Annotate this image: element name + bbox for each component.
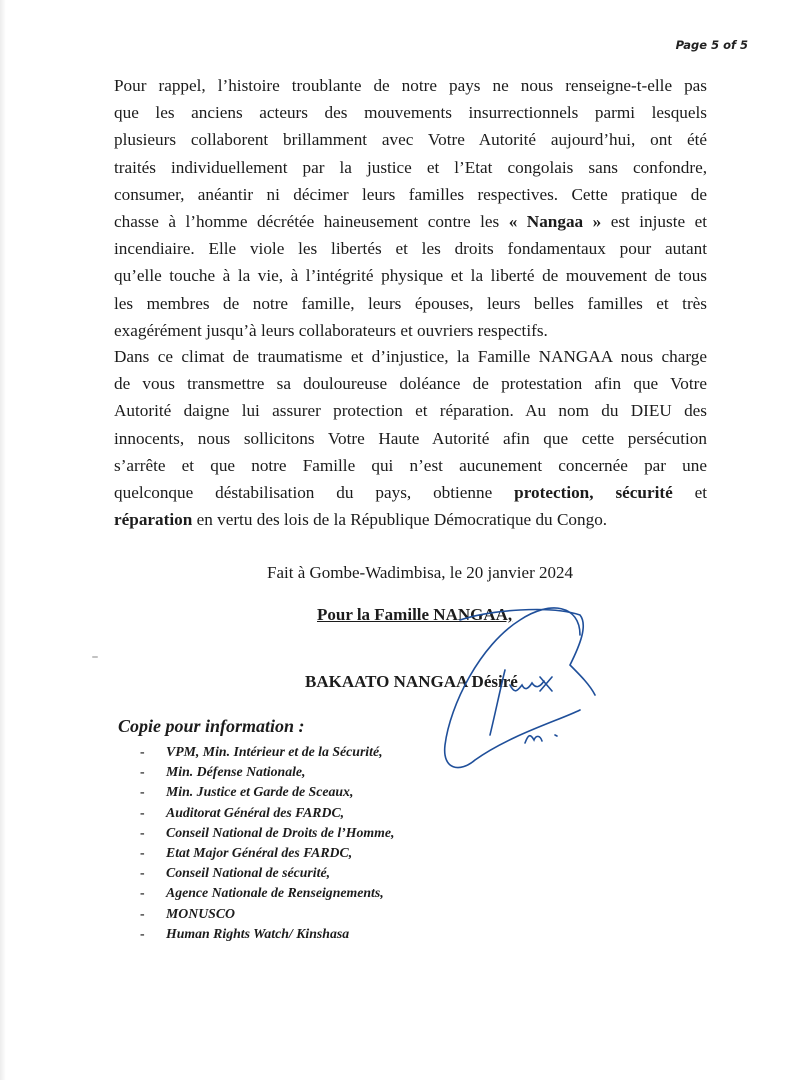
text-run: plusieurs collaborent brillamment avec Votre Autorité aujourd’hui, ont été [114,130,707,150]
copy-recipient-label: MONUSCO [166,905,235,921]
bullet-dash: - [140,764,145,780]
copies-heading: Copie pour information : [118,716,305,736]
text-run: est injuste et [601,211,707,231]
place-and-date: Fait à Gombe-Wadimbisa, le 20 janvier 2024 [267,563,573,582]
signature-tail-stroke [525,735,557,743]
text-run: consumer, anéantir ni décimer leurs familles respectives. Cette pratique de [114,184,707,204]
copy-recipient-label: Etat Major Général des FARDC, [166,844,353,860]
copy-recipient-item [140,883,394,903]
bullet-dash: - [140,925,145,941]
emphasized-text: « Nangaa » [508,211,602,231]
text-run: quelconque déstabilisation du pays, obtienne [114,482,515,502]
bullet-dash: - [140,865,145,881]
text-line [114,506,707,533]
emphasized-text: réparation [114,510,193,530]
copy-recipient-label: Human Rights Watch/ Kinshasa [166,925,350,941]
text-run [594,483,616,502]
text-run: traités individuellement par la justice et l’Etat congolais sans confondre, [114,157,707,177]
scan-speck [92,656,98,658]
text-line [114,154,707,181]
copy-recipient-label: Auditorat Général des FARDC, [166,804,345,820]
text-line [114,72,707,99]
text-run: qu’elle touche à la vie, à l’intégrité physique et la liberté de mouvement de tous [114,266,707,286]
text-line [114,290,707,317]
text-line [114,452,707,479]
bullet-dash: - [140,784,145,800]
copy-recipient-item [140,904,394,924]
text-line [114,317,707,344]
paragraph-history [114,72,707,344]
text-run: Autorité daigne lui assurer protection et réparation. Au nom du DIEU des [114,401,707,421]
copy-recipient-item [140,742,394,762]
copy-recipient-item [140,924,394,944]
text-run: innocents, nous sollicitons Votre Haute Autorité afin que cette persécution [114,428,707,448]
paragraph-protest [114,343,707,533]
text-run: Dans ce climat de traumatisme et d’injustice, la Famille NANGAA nous charge [114,347,707,366]
text-run: chasse à l’homme décrétée haineusement contre les [114,211,509,231]
text-run: Pour rappel, l’histoire troublante de notre pays ne nous renseigne-t-elle pas [114,76,707,95]
text-line [114,208,707,235]
text-run: en vertu des lois de la République Démocratique du Congo. [192,510,608,530]
signatory-name: BAKAATO NANGAA Désiré [305,672,518,691]
text-line [114,370,707,397]
text-line [114,262,707,289]
copy-recipient-label: Min. Justice et Garde de Sceaux, [166,784,354,800]
copy-recipient-label: Min. Défense Nationale, [166,764,306,780]
text-run: s’arrête et que notre Famille qui n’est aucunement concernée par une [114,455,707,475]
bullet-dash: - [140,885,145,901]
bullet-dash: - [140,824,145,840]
text-run: incendiaire. Elle viole les libertés et les droits fondamentaux pour autant [114,239,707,259]
text-line [114,235,707,262]
bullet-dash: - [140,744,145,759]
bullet-dash: - [140,905,145,921]
text-line [114,479,707,506]
scan-edge-shadow [0,0,6,1080]
text-line [114,343,707,370]
text-line [114,126,707,153]
bullet-dash: - [140,804,145,820]
copies-list [140,742,394,944]
text-run: de vous transmettre sa douloureuse doléance de protestation afin que Votre [114,374,707,394]
text-run: les membres de notre famille, leurs épouses, leurs belles familles et très [114,293,707,313]
emphasized-text: protection, [514,482,594,502]
text-line [114,425,707,452]
copy-recipient-item [140,843,394,863]
text-run: que les anciens acteurs des mouvements insurrectionnels parmi lesquels [114,103,707,123]
text-run: exagérément jusqu’à leurs collaborateurs et ouvriers respectifs. [114,320,548,340]
copy-recipient-item [140,803,394,823]
emphasized-text: sécurité [615,482,673,502]
copy-recipient-item [140,782,394,802]
copy-recipient-item [140,823,394,843]
text-line [114,397,707,424]
copy-recipient-label: VPM, Min. Intérieur et de la Sécurité, [166,744,383,759]
copy-recipient-item [140,762,394,782]
text-line [114,99,707,126]
copy-recipient-item [140,863,394,883]
copy-recipient-label: Agence Nationale de Renseignements, [166,885,384,901]
text-run: et [672,482,707,502]
copy-recipient-label: Conseil National de Droits de l’Homme, [166,824,395,840]
page-number: Page 5 of 5 [675,38,748,52]
on-behalf-heading: Pour la Famille NANGAA, [317,605,513,624]
copy-recipient-label: Conseil National de sécurité, [166,865,331,881]
bullet-dash: - [140,844,145,860]
text-line [114,181,707,208]
